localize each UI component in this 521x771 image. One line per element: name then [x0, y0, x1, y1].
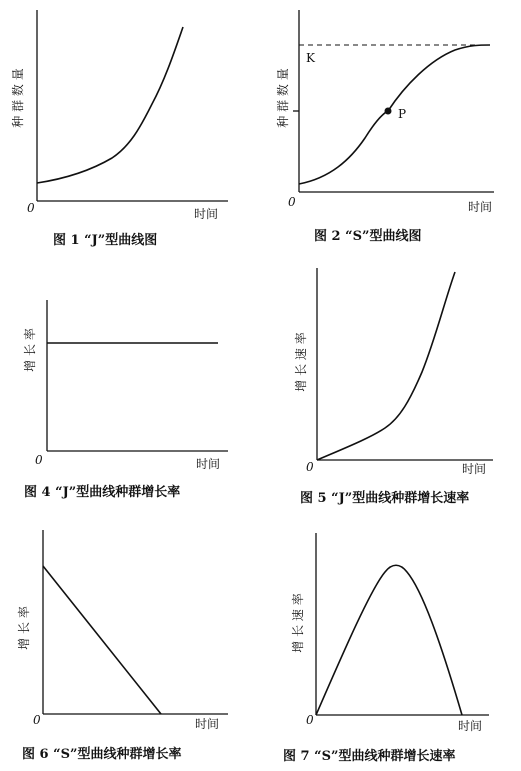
fig2-caption: 图 2 “S”型曲线图 — [314, 229, 422, 244]
figure-6-s-growth-rate — [16, 530, 228, 762]
fig7-y-label: 增 长 速 率 — [291, 593, 305, 653]
fig2-x-label: 时间 — [468, 200, 493, 214]
fig6-y-label: 增 长 率 — [17, 606, 31, 650]
fig1-caption: 图 1 “J”型曲线图 — [53, 233, 158, 248]
fig7-origin-label: 0 — [306, 713, 314, 727]
fig2-s-curve-line — [299, 45, 490, 184]
fig1-origin-label: 0 — [27, 201, 35, 215]
figure-7-s-growth-speed — [283, 533, 489, 764]
fig4-x-label: 时间 — [196, 457, 221, 471]
fig7-caption: 图 7 “S”型曲线种群增长速率 — [283, 749, 456, 764]
fig5-x-label: 时间 — [462, 462, 487, 476]
fig5-caption: 图 5 “J”型曲线种群增长速率 — [300, 491, 470, 506]
fig5-speed-curve — [317, 272, 455, 460]
fig7-hump-curve — [316, 565, 462, 715]
fig1-x-label: 时间 — [194, 207, 219, 221]
fig5-origin-label: 0 — [306, 460, 314, 474]
fig2-point-p — [385, 108, 392, 115]
fig2-y-label: 种 群 数 量 — [276, 68, 290, 128]
figure-5-j-growth-speed — [293, 268, 493, 506]
figure-4-j-growth-rate — [22, 300, 228, 500]
fig1-j-curve-line — [37, 27, 183, 183]
fig2-origin-label: 0 — [288, 195, 296, 209]
fig4-origin-label: 0 — [35, 453, 43, 467]
fig6-decreasing-line — [43, 566, 161, 714]
figure-2-s-curve — [275, 10, 494, 244]
fig6-caption: 图 6 “S”型曲线种群增长率 — [22, 747, 182, 762]
fig2-k-label: K — [306, 51, 315, 65]
fig6-x-label: 时间 — [195, 717, 220, 731]
fig1-y-label: 种 群 数 量 — [11, 68, 25, 128]
fig2-p-label: P — [398, 107, 407, 121]
fig7-x-label: 时间 — [458, 719, 483, 733]
fig6-origin-label: 0 — [33, 713, 41, 727]
fig4-y-label: 增 长 率 — [23, 328, 37, 372]
fig4-caption: 图 4 “J”型曲线种群增长率 — [24, 485, 181, 500]
figure-1-j-curve — [10, 10, 228, 248]
fig5-y-label: 增 长 速 率 — [294, 332, 308, 392]
